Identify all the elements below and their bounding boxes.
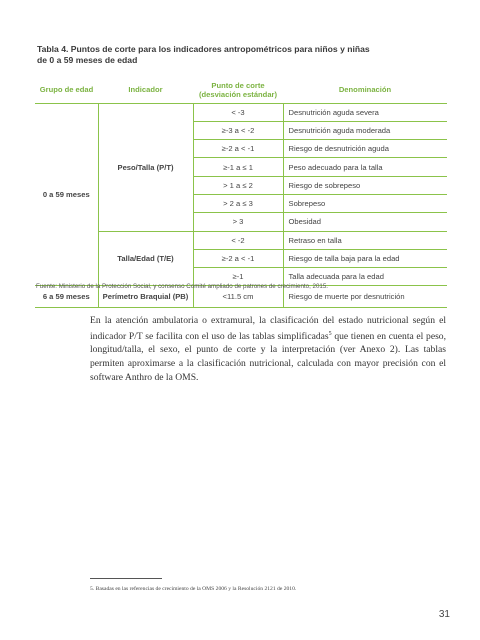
cutoff-cell: ≥-1 a ≤ 1 [193,158,283,176]
denomination-cell: Riesgo de talla baja para la edad [283,249,447,267]
denomination-cell: Riesgo de desnutrición aguda [283,140,447,158]
header-age-group: Grupo de edad [35,77,98,103]
table-header-row [35,77,447,103]
table-row [35,103,447,121]
body-paragraph [90,314,446,384]
body-text-part-2: que tienen en cuenta el peso, longitud/talla, el sexo, el punto de corte y la interpretación (ver Anexo 2). Las tablas permiten aproximarse a la clasificación nutricional, calculada con mayor precisión con el software Anthro de la OMS. [90,330,447,383]
body-text-part-1: En la atención ambulatoria o extramural, la clasificación del estado nutricional según el indicador P/T se facilita con el uso de las tablas simplificadas [90,315,446,342]
denomination-cell: Riesgo de sobrepeso [283,176,447,194]
indicator-cell: Peso/Talla (P/T) [98,103,193,231]
page-number: 31 [438,609,450,620]
denomination-cell: Desnutrición aguda severa [288,107,379,117]
cutoff-cell: < -3 [193,103,283,121]
denomination-cell: Sobrepeso [283,194,447,212]
cutoff-cell: > 3 [193,213,283,231]
denomination-cell: Obesidad [283,213,447,231]
cutoff-cell: ≥-1 [193,268,283,286]
cutoff-cell: > 2 a ≤ 3 [193,194,283,212]
age-group-cell: 0 a 59 meses [35,103,98,286]
denomination-cell: Peso adecuado para la talla [283,158,447,176]
caption-line-1: Tabla 4. Puntos de corte para los indicadores antropométricos para niños y niñas [37,44,370,54]
cutoff-cell: ≥-2 a < -1 [193,249,283,267]
cutoff-cell: ≥-3 a < -2 [193,121,283,139]
age-group-cell: 6 a 59 meses [35,286,98,308]
caption-line-2: de 0 a 59 meses de edad [37,55,138,65]
footnote-text: 5. Basadas en las referencias de crecimiento de la OMS 2006 y la Resolución 2121 de 2010. [90,586,297,592]
cutoff-cell: <11.5 cm [193,286,283,308]
table-caption [37,44,447,66]
denomination-cell: Desnutrición aguda moderada [283,121,447,139]
footnote-divider [90,578,162,579]
denomination-cell: Riesgo de muerte por desnutrición [283,286,447,308]
table-source-note: Fuente: Ministerio de la Protección Social, y consenso Comité ampliado de patrones de crecimiento, 2015. [36,283,328,290]
cutoff-cell: ≥-2 a < -1 [193,140,283,158]
header-denomination: Denominación [283,77,447,103]
footnote-reference[interactable]: 5 [328,330,332,337]
denomination-cell: Talla adecuada para la edad [283,268,447,286]
anthropometric-cutoff-table [35,77,447,308]
cutoff-cell: > 1 a ≤ 2 [193,176,283,194]
denomination-cell: Retraso en talla [283,231,447,249]
cutoff-cell: < -2 [193,231,283,249]
header-cutoff: Punto de corte (desviación estándar) [193,77,283,103]
indicator-cell: Perímetro Braquial (PB) [98,286,193,308]
header-indicator: Indicador [98,77,193,103]
indicator-cell: Talla/Edad (T/E) [98,231,193,286]
